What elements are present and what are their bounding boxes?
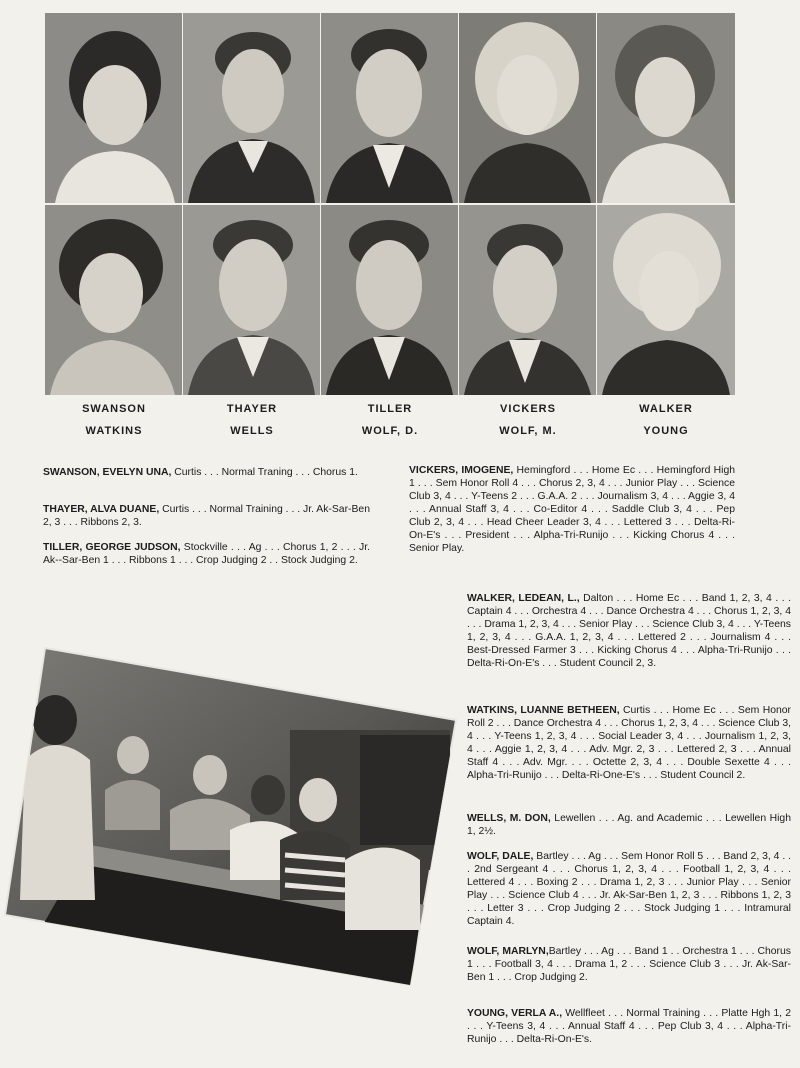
bio-wolf-m — [467, 945, 791, 984]
portrait-wells-image — [183, 205, 320, 395]
senior-portrait-grid — [45, 13, 735, 395]
portrait-vickers-image — [459, 13, 596, 203]
caption-thayer: THAYER — [226, 403, 278, 415]
bio-name: YOUNG, VERLA A., — [467, 1008, 563, 1019]
caption-tiller: TILLER — [367, 403, 413, 415]
bio-young — [467, 1007, 791, 1046]
bio-name: TILLER, GEORGE JUDSON, — [43, 542, 181, 553]
portrait-walker — [597, 13, 735, 203]
bio-wolf-d — [467, 850, 791, 928]
caption-row-1 — [45, 403, 735, 419]
bio-text: Stockville . . . Ag . . . Chorus 1, 2 . . . Jr. Ak--Sar-Ben 1 . . . Ribbons 1 . . . Crop Judging 2 . . Stock Judging 2. — [43, 542, 370, 566]
portrait-wolf-d — [321, 205, 458, 395]
bio-name: THAYER, ALVA DUANE, — [43, 504, 160, 515]
bio-text: Bartley . . . Ag . . . Band 1 . . Orchestra 1 . . . Chorus 1 . . . Football 3, 4 . . . Drama 1, 2 . . . Science Club 3 . . . Jr. Ak-Sar-Ben 1 . . . Crop Judging 2. — [467, 946, 791, 983]
bio-name: WATKINS, LUANNE BETHEEN, — [467, 705, 620, 716]
bio-text: Curtis . . . Normal Training . . . Jr. Ak-Sar-Ben 2, 3 . . . Ribbons 2, 3. — [43, 504, 370, 528]
bio-walker — [467, 592, 791, 670]
bio-text: Dalton . . . Home Ec . . . Band 1, 2, 3, 4 . . . Captain 4 . . . Orchestra 4 . . . Dance Orchestra 4 . . . Chorus 1, 2, 3, 4 . . . Drama 1, 2, 3, 4 . . . Senior Play . . . Science Club 3, 4 . . . Y-Teens 1, 2, 3, 4 . . . G.A.A. 1, 2, 3, 4 . . . Lettered 2 . . . Journalism 4 . . . Best-Dressed Farmer 3 . . . Kicking Chorus 4 . . . Alpha-Tri-Runijo . . . Delta-Ri-On-E's . . . Student Council 2, 3. — [467, 593, 791, 669]
portrait-wolf-m — [459, 205, 596, 395]
portrait-wells — [183, 205, 320, 395]
caption-row-2 — [45, 425, 735, 441]
bio-watkins — [467, 704, 791, 782]
caption-walker: WALKER — [639, 403, 693, 415]
portrait-vickers — [459, 13, 596, 203]
bio-name: WELLS, M. DON, — [467, 813, 551, 824]
caption-wolf-d: WOLF, D. — [361, 425, 419, 437]
caption-young: YOUNG — [643, 425, 689, 437]
bio-swanson — [43, 466, 370, 479]
bio-text: Hemingford . . . Home Ec . . . Hemingford High 1 . . . Sem Honor Roll 4 . . . Chorus 2, 3, 4 . . . Junior Play . . . Science Club 3, 4 . . . Y-Teens 2 . . . G.A.A. 2 . . . Journalism 3, 4 . . . Aggie 3, 4 . . . Annual Staff 3, 4 . . . Co-Editor 4 . . . Saddle Club 3, 4 . . . Pep Club 2, 3, 4 . . . Head Cheer Leader 3, 4 . . . Lettered 3 . . . Delta-Ri-On-E's . . . President . . . Alpha-Tri-Runijo . . . Kicking Chorus 4 . . . Senior Play. — [409, 465, 735, 554]
portrait-young — [597, 205, 735, 395]
bio-name: VICKERS, IMOGENE, — [409, 465, 514, 476]
bio-text: Bartley . . . Ag . . . Sem Honor Roll 5 . . . Band 2, 3, 4 . . . 2nd Sergeant 4 . . . Chorus 1, 2, 3, 4 . . . Football 1, 2, 3, 4 . . . Lettered 4 . . . Boxing 2 . . . Drama 1, 2, 3 . . . Junior Play . . . Senior Play . . . Science Club 4 . . . Jr. Ak-Sar-Ben 1, 2, 3 . . . Ribbons 1, 2, 3 . . . Letter 3 . . . Crop Judging 2 . . . Stock Judging 1 . . . Intramural Captain 4. — [467, 851, 791, 927]
bio-name: WOLF, DALE, — [467, 851, 534, 862]
caption-watkins: WATKINS — [85, 425, 143, 437]
portrait-young-image — [597, 205, 735, 395]
portrait-swanson-image — [45, 13, 182, 203]
caption-wolf-m: WOLF, M. — [499, 425, 557, 437]
portrait-tiller — [321, 13, 458, 203]
bio-vickers — [409, 464, 735, 555]
portrait-swanson — [45, 13, 182, 203]
portrait-thayer — [183, 13, 320, 203]
bio-text: Wellfleet . . . Normal Training . . . Platte Hgh 1, 2 . . . Y-Teens 3, 4 . . . Annual Staff 4 . . . Pep Club 3, 4 . . . Alpha-Tri-Runijo . . . Delta-Ri-On-E's. — [467, 1008, 791, 1045]
caption-wells: WELLS — [230, 425, 274, 437]
portrait-watkins-image — [45, 205, 182, 395]
bio-wells — [467, 812, 791, 838]
portrait-wolf-d-image — [321, 205, 458, 395]
bio-name: WALKER, LEDEAN, L., — [467, 593, 580, 604]
bio-name: WOLF, MARLYN, — [467, 946, 549, 957]
portrait-watkins — [45, 205, 182, 395]
portrait-wolf-m-image — [459, 205, 596, 395]
caption-swanson: SWANSON — [82, 403, 146, 415]
bio-tiller — [43, 541, 370, 567]
caption-vickers: VICKERS — [500, 403, 556, 415]
bio-name: SWANSON, EVELYN UNA, — [43, 467, 172, 478]
portrait-tiller-image — [321, 13, 458, 203]
portrait-walker-image — [597, 13, 735, 203]
bio-text: Curtis . . . Home Ec . . . Sem Honor Roll 2 . . . Dance Orchestra 4 . . . Chorus 1, 2, 3, 4 . . . Science Club 3, 4 . . . Y-Teens 1, 2, 3, 4 . . . Social Leader 3, 4 . . . Journalism 1, 2, 3, 4 . . . Aggie 1, 2, 3, 4 . . . Adv. Mgr. 2, 3 . . . Lettered 2, 3 . . . Annual Staff 4 . . . Adv. Mgr. . . . Octette 2, 3, 4 . . . Double Sexette 4 . . . Alpha-Tri-Runijo . . . Delta-Ri-One-E's . . . Student Council 2. — [467, 705, 791, 781]
bio-thayer — [43, 503, 370, 529]
bio-text: Lewellen . . . Ag. and Academic . . . Lewellen High 1, 2½. — [467, 813, 791, 837]
bio-text: Curtis . . . Normal Traning . . . Chorus 1. — [171, 467, 358, 478]
portrait-thayer-image — [183, 13, 320, 203]
